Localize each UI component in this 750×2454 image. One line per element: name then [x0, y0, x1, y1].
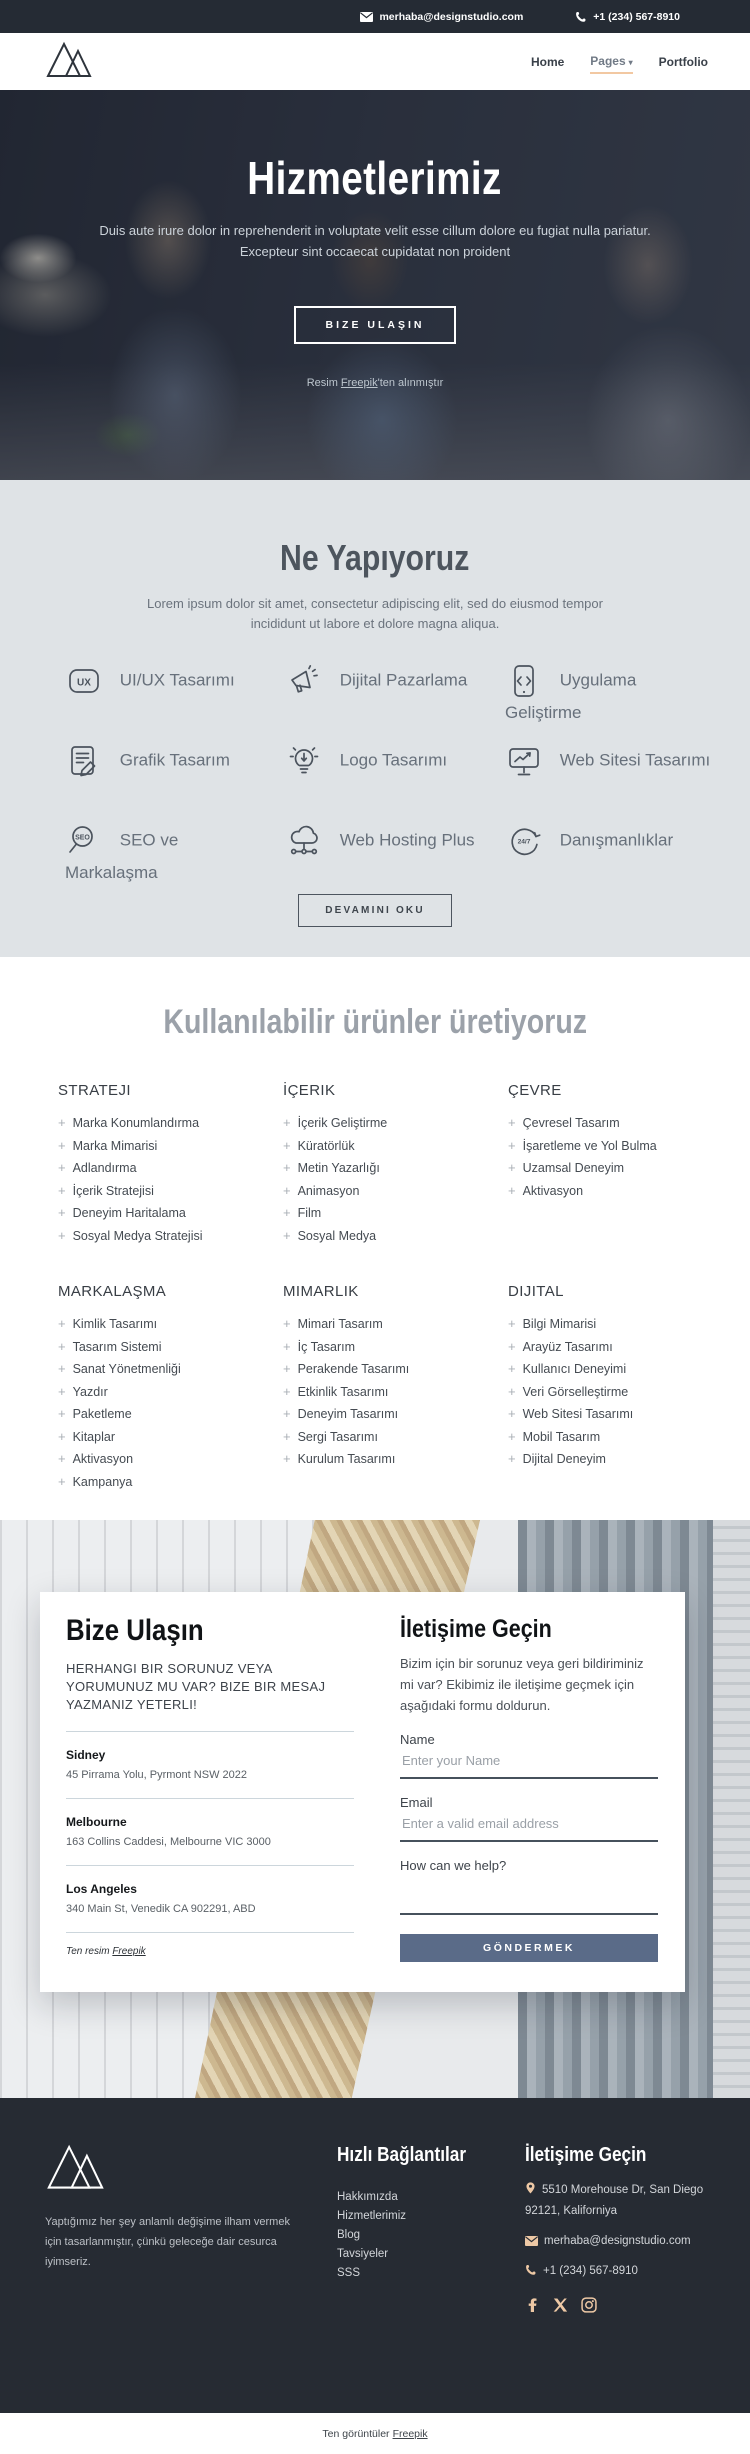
freepik-link[interactable]: Freepik	[340, 377, 378, 389]
credit-suffix: 'ten alınmıştır	[377, 377, 444, 389]
product-item-label: Metin Yazarlığı	[297, 1161, 380, 1175]
nav-pages-label: Pages	[590, 53, 626, 68]
credit-prefix: Ten resim	[66, 1946, 113, 1957]
footer-links-title	[337, 2142, 487, 2168]
products-section	[0, 957, 750, 1520]
plus-icon: +	[508, 1182, 516, 1198]
service-label: Uygulama Geliştirme	[505, 670, 637, 722]
logo-icon	[45, 41, 97, 77]
message-textarea[interactable]	[400, 1873, 658, 1915]
office-address: 163 Collins Caddesi, Melbourne VIC 3000	[66, 1836, 271, 1848]
plus-icon: +	[508, 1338, 516, 1354]
service-label: UI/UX Tasarımı	[119, 670, 235, 690]
office-item	[66, 1882, 354, 1933]
product-item-label: İşaretleme ve Yol Bulma	[522, 1138, 657, 1153]
bottom-credit-prefix: Ten görüntüler	[322, 2427, 390, 2440]
service-item	[505, 810, 725, 890]
footer-brand	[45, 2143, 295, 2272]
chevron-down-icon: ▾	[628, 57, 633, 67]
product-item	[508, 1403, 733, 1426]
footer-link-sss[interactable]: SSS	[337, 2267, 361, 2279]
name-label: Name	[400, 1732, 435, 1747]
footer-link-hakkimizda[interactable]: Hakkımızda	[337, 2191, 398, 2203]
services-section	[0, 480, 750, 957]
plus-icon: +	[283, 1182, 291, 1198]
plus-icon: +	[508, 1406, 516, 1421]
product-item	[58, 1471, 283, 1494]
column-header: MIMARLIK	[283, 1283, 359, 1300]
product-column-markalasma	[58, 1283, 283, 1493]
nav-home[interactable]: Home	[530, 54, 565, 69]
logo[interactable]	[45, 41, 97, 82]
product-item-label: Kimlik Tasarımı	[72, 1317, 158, 1331]
product-item	[58, 1403, 283, 1426]
email-icon	[525, 2236, 538, 2246]
product-item-label: Çevresel Tasarım	[522, 1116, 620, 1130]
product-item	[508, 1426, 733, 1449]
topbar-email-link[interactable]	[360, 11, 523, 23]
column-header: DIJITAL	[508, 1283, 564, 1300]
plus-icon: +	[283, 1115, 291, 1130]
services-title	[0, 480, 750, 578]
nav-portfolio[interactable]: Portfolio	[658, 54, 708, 69]
product-item-label: Web Sitesi Tasarımı	[522, 1407, 634, 1421]
product-item	[508, 1448, 733, 1471]
seo-magnifier-icon	[65, 822, 103, 860]
service-item	[285, 650, 505, 730]
plus-icon: +	[283, 1451, 291, 1466]
main-nav	[0, 33, 750, 90]
product-item-label: Uzamsal Deneyim	[522, 1161, 625, 1175]
ux-icon	[65, 662, 103, 700]
read-more-button[interactable]: DEVAMINI OKU	[298, 894, 452, 927]
footer-address	[525, 2181, 730, 2220]
contact-title	[66, 1614, 354, 1648]
product-item	[508, 1313, 733, 1336]
plus-icon: +	[58, 1451, 66, 1466]
office-address: 340 Main St, Venedik CA 902291, ABD	[66, 1903, 256, 1915]
plus-icon: +	[58, 1361, 66, 1376]
product-item	[58, 1426, 283, 1449]
service-item	[65, 730, 285, 810]
product-item-label: Arayüz Tasarımı	[522, 1339, 613, 1354]
plus-icon: +	[508, 1361, 516, 1376]
product-item	[508, 1381, 733, 1404]
office-city: Melbourne	[66, 1815, 127, 1829]
product-item	[58, 1225, 283, 1248]
plus-icon: +	[283, 1406, 291, 1421]
contact-subtitle: HERHANGI BIR SORUNUZ VEYA YORUMUNUZ MU VAR? BIZE BIR MESAJ YAZMANIZ YETERLI!	[66, 1661, 326, 1712]
buildings-photo	[713, 1520, 750, 2098]
plus-icon: +	[58, 1338, 66, 1354]
product-item	[508, 1135, 733, 1158]
product-item	[58, 1336, 283, 1359]
footer-links-title-text: Hızlı Bağlantılar	[337, 2144, 467, 2166]
service-label: Web Hosting Plus	[339, 830, 475, 850]
svg-text:24/7: 24/7	[517, 838, 531, 846]
plus-icon: +	[508, 1383, 516, 1399]
product-item-label: Sosyal Medya	[297, 1228, 377, 1243]
form-description: Bizim için bir sorunuz veya geri bildiriminiz mi var? Ekibimiz ile iletişime geçmek için aşağıdaki formu doldurun.	[400, 1656, 644, 1713]
hero-image-credit	[0, 377, 750, 389]
bottom-credit	[0, 2413, 750, 2454]
product-item-label: İçerik Stratejisi	[72, 1183, 154, 1198]
service-item	[505, 730, 725, 810]
divider	[66, 1731, 354, 1732]
product-item	[508, 1180, 733, 1203]
plus-icon: +	[508, 1137, 516, 1153]
plus-icon: +	[508, 1451, 516, 1466]
plus-icon: +	[508, 1316, 516, 1331]
products-title	[0, 957, 750, 1042]
footer-phone-text: +1 (234) 567-8910	[543, 2265, 638, 2277]
location-pin-icon	[525, 2181, 536, 2195]
plus-icon: +	[58, 1205, 66, 1220]
service-label: Web Sitesi Tasarımı	[559, 750, 711, 770]
footer-link-tavsiyeler[interactable]: Tavsiyeler	[337, 2248, 389, 2260]
product-item-label: Adlandırma	[72, 1161, 137, 1175]
product-item	[283, 1448, 508, 1471]
product-column-cevre	[508, 1082, 733, 1247]
contact-form	[400, 1614, 658, 1962]
topbar-phone-text: +1 (234) 567-8910	[593, 10, 680, 23]
plus-icon: +	[58, 1428, 66, 1444]
product-item-label: Perakende Tasarımı	[297, 1362, 410, 1376]
product-item	[283, 1180, 508, 1203]
product-item-label: İç Tasarım	[297, 1339, 356, 1354]
contact-title-text: Bize Ulaşın	[66, 1614, 204, 1647]
plus-icon: +	[283, 1137, 291, 1153]
phone-icon	[525, 2264, 537, 2276]
lightbulb-icon	[285, 742, 323, 780]
column-header: MARKALAŞMA	[58, 1283, 167, 1300]
product-item-label: Aktivasyon	[522, 1183, 584, 1198]
form-title-text: İletişime Geçin	[400, 1615, 552, 1643]
topbar	[0, 0, 750, 33]
product-item	[58, 1112, 283, 1135]
office-address: 45 Pirrama Yolu, Pyrmont NSW 2022	[66, 1769, 247, 1781]
product-item-label: Veri Görselleştirme	[522, 1384, 629, 1399]
name-input[interactable]	[400, 1747, 658, 1779]
product-item	[283, 1225, 508, 1248]
product-item-label: Paketleme	[72, 1407, 132, 1421]
product-item	[58, 1381, 283, 1404]
plus-icon: +	[58, 1227, 66, 1243]
facebook-link[interactable]	[525, 2297, 540, 2318]
product-item	[508, 1157, 733, 1180]
product-item-label: Deneyim Haritalama	[72, 1206, 186, 1220]
product-item-label: Sergi Tasarımı	[297, 1429, 378, 1444]
plus-icon: +	[58, 1160, 66, 1175]
column-header: ÇEVRE	[508, 1082, 562, 1099]
footer-links	[337, 2142, 487, 2283]
services-subtitle: Lorem ipsum dolor sit amet, consectetur adipiscing elit, sed do eiusmod tempor incididunt ut labore et dolore magna aliqua.	[147, 596, 603, 631]
office-item	[66, 1748, 354, 1799]
svg-text:UX: UX	[77, 677, 91, 689]
plus-icon: +	[283, 1428, 291, 1444]
service-label: Danışmanlıklar	[559, 830, 674, 850]
product-item	[508, 1112, 733, 1135]
cloud-hosting-icon	[285, 822, 323, 860]
product-item-label: Deneyim Tasarımı	[297, 1407, 399, 1421]
plus-icon: +	[58, 1137, 66, 1153]
page-title	[0, 152, 750, 204]
office-city: Sidney	[66, 1748, 106, 1762]
message-label: How can we help?	[400, 1858, 507, 1873]
product-item	[58, 1448, 283, 1471]
plus-icon: +	[58, 1383, 66, 1399]
office-item	[66, 1815, 354, 1866]
service-label: Dijital Pazarlama	[339, 670, 468, 690]
freepik-link[interactable]: Freepik	[112, 1946, 146, 1957]
footer-contact-title-text: İletişime Geçin	[525, 2144, 647, 2166]
service-item	[65, 650, 285, 730]
divider	[66, 1932, 354, 1933]
divider	[66, 1798, 354, 1799]
footer-address-line2: 92121, Kaliforniya	[525, 2205, 618, 2217]
product-item-label: Tasarım Sistemi	[72, 1339, 162, 1354]
credit-prefix: Resim	[306, 377, 341, 389]
plus-icon: +	[58, 1182, 66, 1198]
services-title-text: Ne Yapıyoruz	[280, 537, 470, 578]
column-header: STRATEJI	[58, 1082, 131, 1099]
plus-icon: +	[58, 1473, 66, 1489]
graphic-design-icon	[65, 742, 103, 780]
footer-logo[interactable]	[45, 2176, 111, 2193]
footer-contact-title	[525, 2142, 730, 2168]
service-item	[285, 730, 505, 810]
hero-section	[0, 90, 750, 480]
main-menu	[531, 50, 708, 74]
footer-link-blog[interactable]: Blog	[337, 2229, 361, 2241]
product-item-label: Küratörlük	[297, 1138, 355, 1153]
product-item	[283, 1426, 508, 1449]
freepik-link[interactable]: Freepik	[392, 2427, 428, 2440]
card-image-credit	[66, 1946, 354, 1957]
instagram-link[interactable]	[581, 2297, 597, 2318]
contact-card	[40, 1592, 685, 1992]
product-item-label: Yazdır	[72, 1384, 108, 1399]
product-item-label: Dijital Deneyim	[522, 1452, 606, 1466]
footer-email[interactable]	[525, 2233, 730, 2250]
product-item-label: Marka Mimarisi	[72, 1138, 158, 1153]
product-item-label: Mobil Tasarım	[522, 1429, 601, 1444]
service-item	[65, 810, 285, 890]
footer-about-text: Yaptığımız her şey anlamlı değişime ilham vermek için tasarlanmıştır, çünkü geleceğe dair cesurca iyimseriz.	[45, 2216, 290, 2268]
plus-icon: +	[58, 1406, 66, 1421]
product-item-label: Mimari Tasarım	[297, 1317, 383, 1331]
footer-email-text: merhaba@designstudio.com	[544, 2235, 691, 2247]
footer-contact	[525, 2142, 730, 2318]
product-item	[283, 1381, 508, 1404]
product-item	[58, 1202, 283, 1225]
product-item	[58, 1135, 283, 1158]
product-item-label: İçerik Geliştirme	[297, 1116, 388, 1130]
phone-icon	[575, 11, 587, 23]
product-item	[283, 1313, 508, 1336]
plus-icon: +	[508, 1115, 516, 1130]
plus-icon: +	[508, 1428, 516, 1444]
plus-icon: +	[283, 1383, 291, 1399]
product-item-label: Kullanıcı Deneyimi	[522, 1362, 627, 1376]
plus-icon: +	[283, 1160, 291, 1175]
form-title	[400, 1614, 658, 1644]
plus-icon: +	[283, 1227, 291, 1243]
services-grid	[65, 650, 750, 890]
service-item	[505, 650, 725, 730]
email-label: Email	[400, 1795, 433, 1810]
plus-icon: +	[283, 1361, 291, 1376]
support-247-icon	[505, 822, 543, 860]
mobile-code-icon	[505, 662, 543, 700]
product-column-mimarlik	[283, 1283, 508, 1493]
product-item-label: Bilgi Mimarisi	[522, 1317, 597, 1331]
product-item	[283, 1112, 508, 1135]
service-label: SEO ve Markalaşma	[65, 830, 179, 882]
product-item-label: Marka Konumlandırma	[72, 1116, 200, 1130]
footer	[0, 2098, 750, 2413]
service-item	[285, 810, 505, 890]
social-links	[525, 2297, 730, 2318]
products-title-text: Kullanılabilir ürünler üretiyoruz	[163, 1003, 587, 1041]
x-twitter-icon	[553, 2297, 568, 2313]
submit-button[interactable]: GÖNDERMEK	[400, 1934, 658, 1962]
product-item	[58, 1157, 283, 1180]
plus-icon: +	[58, 1115, 66, 1130]
product-item-label: Aktivasyon	[72, 1452, 134, 1466]
footer-links-list	[337, 2188, 487, 2283]
product-column-icerik	[283, 1082, 508, 1247]
product-item-label: Etkinlik Tasarımı	[297, 1384, 389, 1399]
hero-contact-button[interactable]: BIZE ULAŞIN	[294, 306, 457, 344]
product-item-label: Sanat Yönetmenliği	[72, 1362, 181, 1376]
topbar-phone-link[interactable]	[575, 11, 680, 23]
product-item-label: Animasyon	[297, 1183, 360, 1198]
product-item	[283, 1157, 508, 1180]
footer-link-hizmetlerimiz[interactable]: Hizmetlerimiz	[337, 2210, 406, 2222]
product-item	[283, 1336, 508, 1359]
column-header: İÇERIK	[283, 1082, 336, 1099]
products-grid	[58, 1082, 750, 1493]
monitor-chart-icon	[505, 742, 543, 780]
product-item	[58, 1313, 283, 1336]
product-item	[58, 1358, 283, 1381]
divider	[66, 1865, 354, 1866]
product-item-label: Sosyal Medya Stratejisi	[72, 1228, 203, 1243]
footer-address-line1: 5510 Morehouse Dr, San Diego	[542, 2184, 704, 2196]
plus-icon: +	[283, 1316, 291, 1331]
hero-content	[0, 90, 750, 389]
plus-icon: +	[58, 1316, 66, 1331]
instagram-icon	[581, 2297, 597, 2313]
page-title-text: Hizmetlerimiz	[247, 152, 503, 204]
product-item-label: Kampanya	[72, 1474, 133, 1489]
product-item-label: Film	[297, 1206, 322, 1220]
contact-section	[0, 1520, 750, 2098]
nav-pages[interactable]	[590, 50, 632, 74]
product-column-strateji	[58, 1082, 283, 1247]
product-item	[283, 1403, 508, 1426]
service-label: Logo Tasarımı	[339, 750, 448, 770]
x-twitter-link[interactable]	[553, 2297, 568, 2318]
office-city: Los Angeles	[66, 1882, 137, 1896]
product-item-label: Kurulum Tasarımı	[297, 1452, 396, 1466]
product-item	[508, 1336, 733, 1359]
logo-icon	[45, 2143, 111, 2189]
email-icon	[360, 12, 373, 22]
product-item	[283, 1135, 508, 1158]
megaphone-icon	[285, 662, 323, 700]
plus-icon: +	[283, 1205, 291, 1220]
product-column-dijital	[508, 1283, 733, 1493]
hero-subtitle: Duis aute irure dolor in reprehenderit in voluptate velit esse cillum dolore eu fugiat nulla pariatur. Excepteur sint occaecat cupidatat non proident	[99, 223, 651, 259]
plus-icon: +	[508, 1160, 516, 1175]
service-label: Grafik Tasarım	[119, 750, 230, 770]
product-item	[58, 1180, 283, 1203]
contact-info	[66, 1614, 354, 1957]
facebook-icon	[525, 2297, 540, 2313]
product-item	[283, 1358, 508, 1381]
email-input[interactable]	[400, 1810, 658, 1842]
product-item	[508, 1358, 733, 1381]
svg-text:SEO: SEO	[75, 834, 90, 842]
footer-phone[interactable]	[525, 2263, 730, 2280]
product-item-label: Kitaplar	[72, 1429, 115, 1444]
product-item	[283, 1202, 508, 1225]
plus-icon: +	[283, 1338, 291, 1354]
topbar-email-text: merhaba@designstudio.com	[379, 10, 524, 23]
